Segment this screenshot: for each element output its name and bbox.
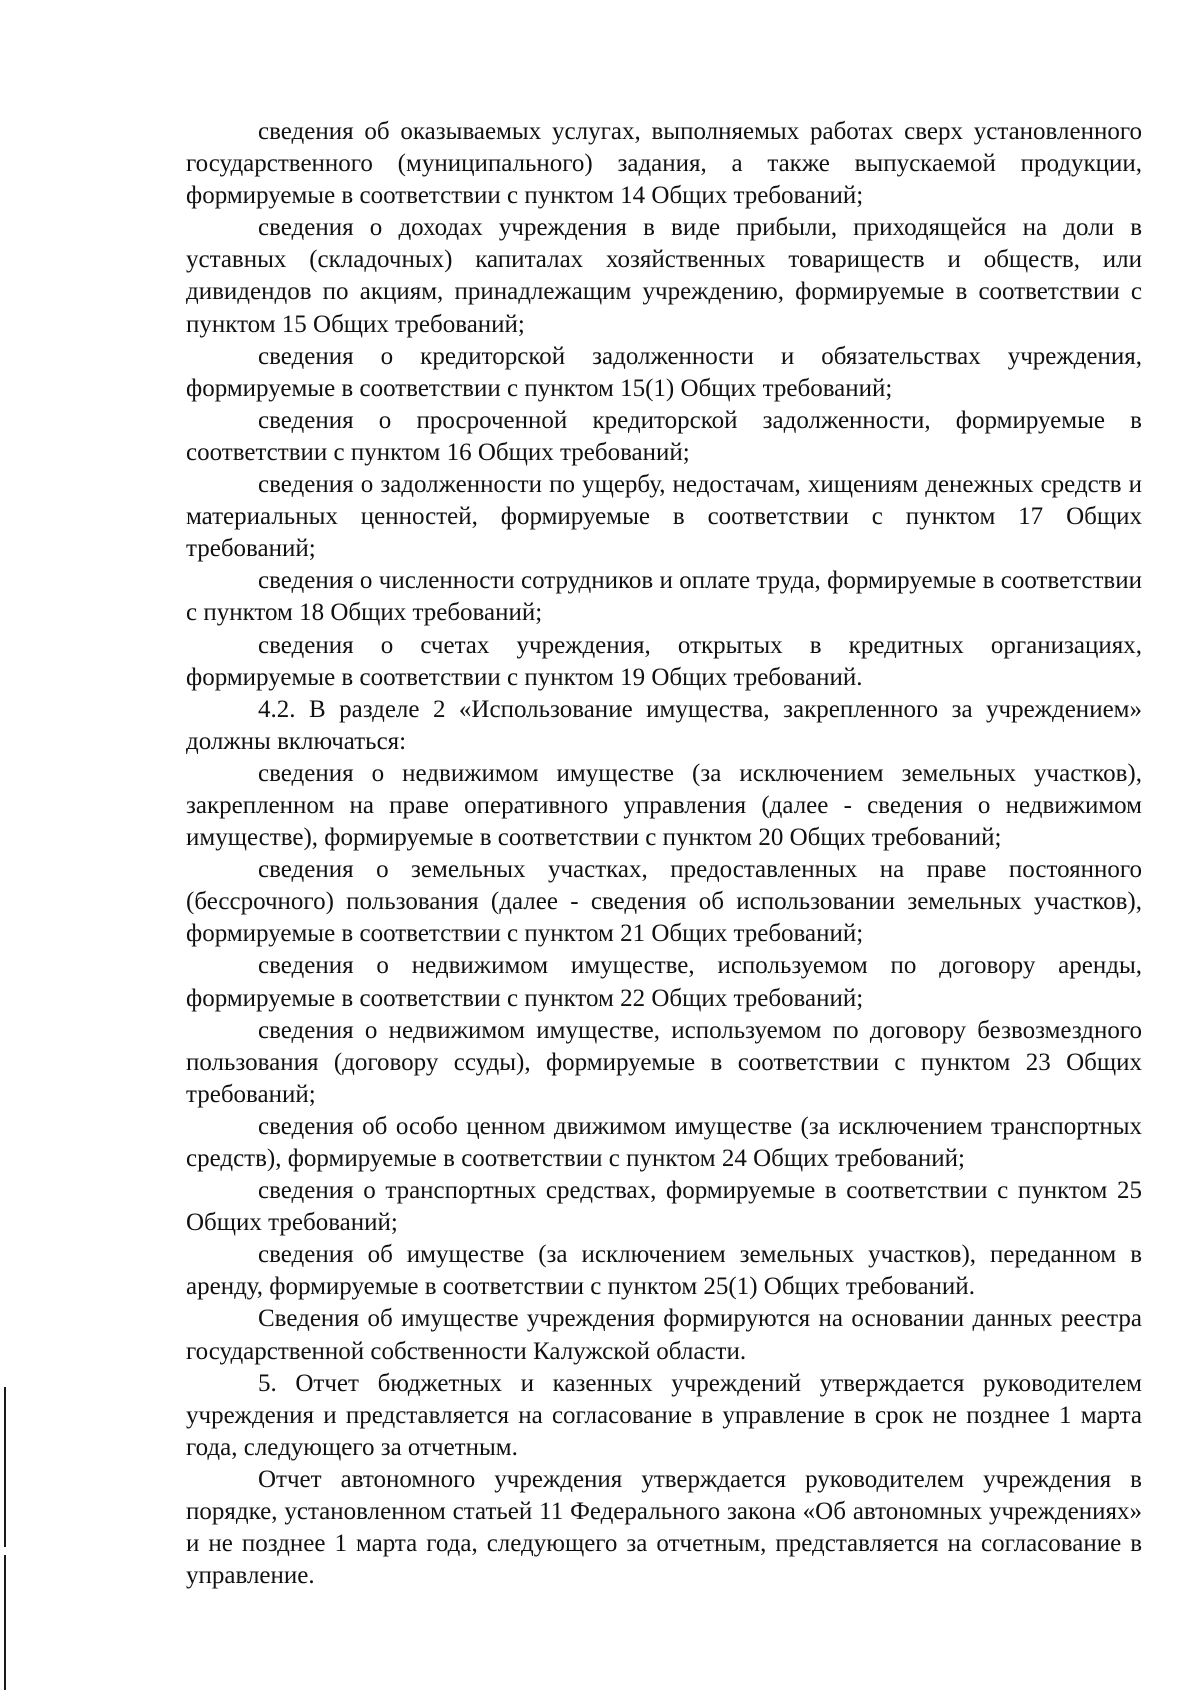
paragraph-2: сведения о доходах учреждения в виде прибыли, приходящейся на доли в уставных (складочных) капиталах хозяйственных товариществ и обществ, или дивидендов по акциям, принадлежащим учреждению, формируемые в соответствии с пунктом 15 Общих требований; [186, 214, 1142, 338]
paragraph-7: сведения о счетах учреждения, открытых в кредитных организациях, формируемые в соответствии с пунктом 19 Общих требований. [186, 631, 1142, 691]
paragraph-11: сведения о недвижимом имуществе, используемом по договору аренды, формируемые в соответствии с пунктом 22 Общих требований; [186, 952, 1142, 1012]
paragraph-13: сведения об особо ценном движимом имуществе (за исключением транспортных средств), формируемые в соответствии с пунктом 24 Общих требований; [186, 1112, 1142, 1172]
paragraph-18: Отчет автономного учреждения утверждается руководителем учреждения в порядке, установленном статьей 11 Федерального закона «Об автономных учреждениях» и не позднее 1 марта года, следующего за отчетным, представляется на согласование в управление. [186, 1465, 1142, 1590]
document-body [186, 116, 1142, 1592]
paragraph-1: сведения об оказываемых услугах, выполняемых работах сверх установленного государственного (муниципального) задания, а также выпускаемой продукции, формируемые в соответствии с пунктом 14 Общих требований; [186, 118, 1142, 210]
section-4-2-heading: 4.2. В разделе 2 «Использование имущества, закрепленного за учреждением» должны включаться: [186, 695, 1142, 755]
paragraph-10: сведения о земельных участках, предоставленных на праве постоянного (бессрочного) пользования (далее - сведения об использовании земельных участков), формируемые в соответствии с пунктом 21 Общих требований; [186, 856, 1142, 948]
paragraph-12: сведения о недвижимом имуществе, используемом по договору безвозмездного пользования (договору ссуды), формируемые в соответствии с пунктом 23 Общих требований; [186, 1016, 1142, 1108]
scan-edge-mark [4, 1555, 6, 1690]
paragraph-6: сведения о численности сотрудников и оплате труда, формируемые в соответствии с пунктом 18 Общих требований; [186, 567, 1142, 627]
paragraph-16: Сведения об имуществе учреждения формируются на основании данных реестра государственной собственности Калужской области. [186, 1305, 1142, 1365]
paragraph-4: сведения о просроченной кредиторской задолженности, формируемые в соответствии с пунктом 16 Общих требований; [186, 406, 1142, 466]
paragraph-5: сведения о задолженности по ущербу, недостачам, хищениям денежных средств и материальных ценностей, формируемые в соответствии с пунктом 17 Общих требований; [186, 471, 1142, 563]
scan-edge-mark [4, 1387, 6, 1547]
paragraph-3: сведения о кредиторской задолженности и обязательствах учреждения, формируемые в соответствии с пунктом 15(1) Общих требований; [186, 342, 1142, 402]
paragraph-14: сведения о транспортных средствах, формируемые в соответствии с пунктом 25 Общих требований; [186, 1177, 1142, 1237]
paragraph-15: сведения об имуществе (за исключением земельных участков), переданном в аренду, формируемые в соответствии с пунктом 25(1) Общих требований. [186, 1241, 1142, 1301]
paragraph-9: сведения о недвижимом имуществе (за исключением земельных участков), закрепленном на праве оперативного управления (далее - сведения о недвижимом имуществе), формируемые в соответствии с пунктом 20 Общих требований; [186, 759, 1142, 852]
section-5-paragraph: 5. Отчет бюджетных и казенных учреждений утверждается руководителем учреждения и представляется на согласование в управление в срок не позднее 1 марта года, следующего за отчетным. [186, 1369, 1142, 1461]
